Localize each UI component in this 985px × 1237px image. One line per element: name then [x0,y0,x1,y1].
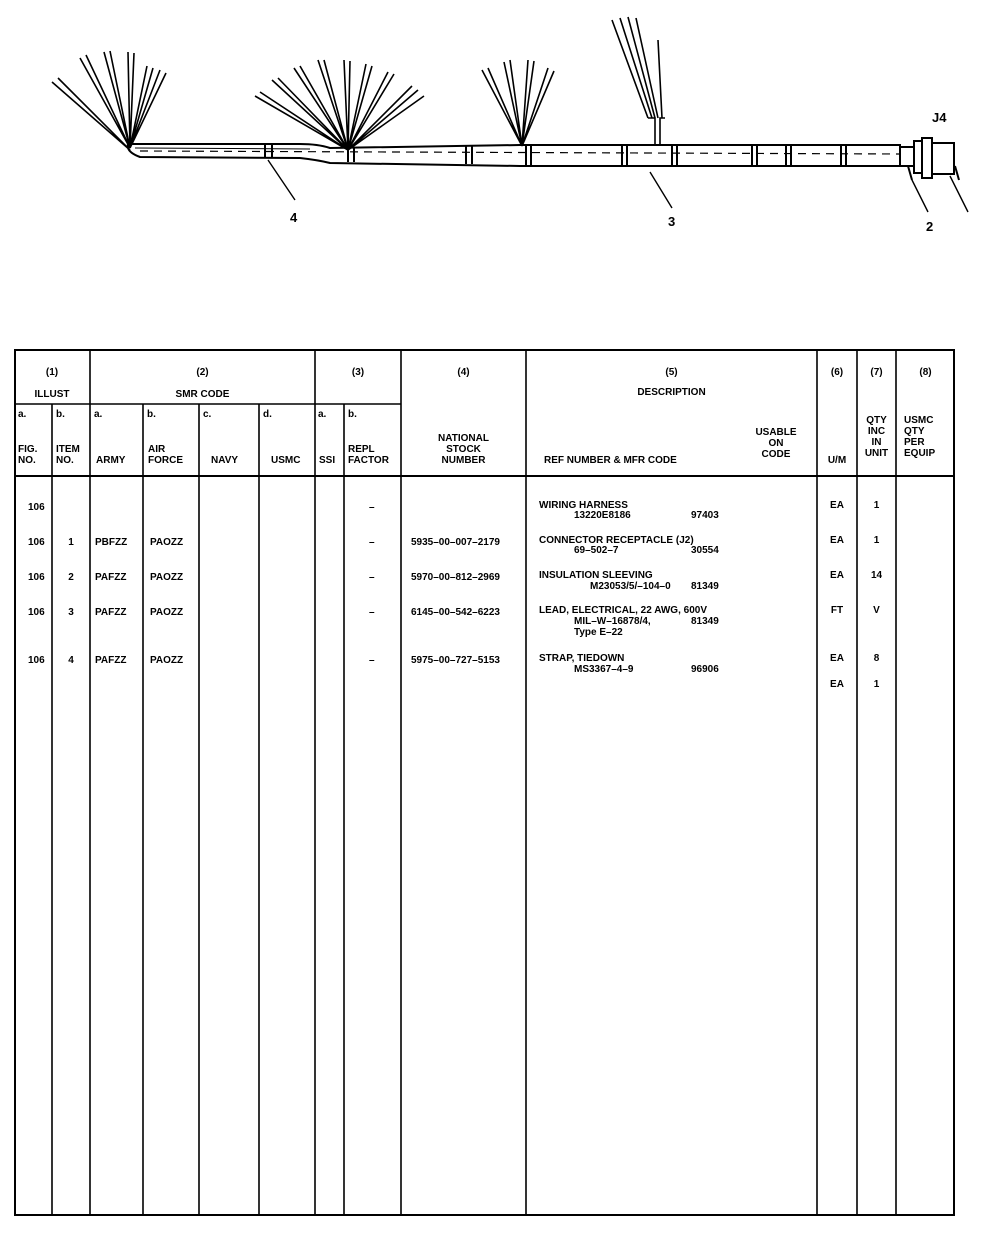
description: LEAD, ELECTRICAL, 22 AWG, 600V [539,605,707,616]
col8-number: (8) [919,367,932,378]
description: CONNECTOR RECEPTACLE (J2) [539,535,694,546]
ref-number-line2: Type E–22 [574,627,623,638]
col5-usable-line2: ON [768,438,784,449]
item-no: 4 [68,655,74,666]
col3-number: (3) [351,367,365,378]
repl-factor: – [369,502,375,513]
col2d-line1: USMC [271,455,301,466]
smr-air-force: PAOZZ [150,572,184,583]
col2d-letter: d. [263,409,272,420]
fig-no: 106 [28,502,45,513]
col7-line1: QTY [866,415,887,426]
callout-3: 3 [668,214,676,229]
col5-number: (5) [665,367,678,378]
col2b-letter: b. [147,409,156,420]
col6-number: (6) [830,367,844,378]
col3b-letter: b. [348,409,357,420]
col8-line4: EQUIP [904,448,936,459]
col3a-line1: SSI [319,455,336,466]
description: INSULATION SLEEVING [539,570,653,581]
ref-number: M23053/5/–104–0 [590,581,671,592]
col2c-line1: NAVY [211,455,239,466]
unit-of-measure-2: EA [830,679,844,690]
col8-line3: PER [904,437,925,448]
unit-of-measure: FT [830,605,844,616]
repl-factor: – [369,607,375,618]
unit-of-measure: EA [830,535,844,546]
mfr-code: 97403 [691,510,719,521]
col2-number: (2) [196,367,209,378]
col4-number: (4) [457,367,470,378]
qty-in-unit: 14 [870,570,883,581]
smr-army: PAFZZ [95,655,127,666]
col1a-line2: NO. [18,455,36,466]
col5-title: DESCRIPTION [637,387,706,398]
col3b-line1: REPL [348,444,375,455]
ref-number: 69–502–7 [574,545,619,556]
callout-j4: J4 [932,110,947,125]
fig-no: 106 [28,607,45,618]
unit-of-measure: EA [830,653,844,664]
col7-line2: INC [867,426,886,437]
col2b-line1: AIR [148,444,166,455]
col5-ref-label: REF NUMBER & MFR CODE [544,455,677,466]
col1b-line1: ITEM [56,444,80,455]
smr-air-force: PAOZZ [150,655,184,666]
qty-in-unit: 8 [873,653,880,664]
col3a-letter: a. [318,409,327,420]
col4-line1: NATIONAL [438,433,489,444]
col8-line1: USMC [904,415,934,426]
unit-of-measure: EA [830,500,844,511]
national-stock-number: 5975–00–727–5153 [411,655,500,666]
smr-army: PAFZZ [95,572,127,583]
mfr-code: 81349 [691,616,719,627]
national-stock-number: 6145–00–542–6223 [411,607,500,618]
item-no: 2 [68,572,74,583]
national-stock-number: 5970–00–812–2969 [411,572,500,583]
callout-4: 4 [290,210,298,225]
col4-line3: NUMBER [441,455,486,466]
col5-usable-line3: CODE [761,449,791,460]
repl-factor: – [369,537,375,548]
wiring-harness-illustration [0,0,985,250]
fig-no: 106 [28,655,45,666]
col4-line2: STOCK [446,444,481,455]
col2b-line2: FORCE [148,455,183,466]
col1b-letter: b. [56,409,65,420]
ref-number: 13220E8186 [574,510,631,521]
col2a-letter: a. [94,409,103,420]
col6-line1: U/M [827,455,847,466]
qty-in-unit: V [873,605,880,616]
col7-number: (7) [870,367,883,378]
col2a-line1: ARMY [96,455,126,466]
mfr-code: 81349 [691,581,719,592]
ref-number: MS3367–4–9 [574,664,634,675]
parts-list-table [14,349,955,1216]
description: STRAP, TIEDOWN [539,653,625,664]
col5-usable-line1: USABLE [755,427,797,438]
col1a-letter: a. [18,409,27,420]
qty-in-unit-2: 1 [873,679,880,690]
description: WIRING HARNESS [539,500,628,511]
col8-line2: QTY [904,426,925,437]
col2c-letter: c. [203,409,212,420]
fig-no: 106 [28,537,45,548]
national-stock-number: 5935–00–007–2179 [411,537,500,548]
ref-number: MIL–W–16878/4, [574,616,651,627]
col1-title: ILLUST [34,389,70,400]
col7-line3: IN [871,437,882,448]
mfr-code: 30554 [691,545,719,556]
col7-line4: UNIT [864,448,889,459]
table-grid [14,349,955,1216]
mfr-code: 96906 [691,664,719,675]
smr-air-force: PAOZZ [150,537,184,548]
smr-air-force: PAOZZ [150,607,184,618]
unit-of-measure: EA [830,570,844,581]
repl-factor: – [369,655,375,666]
smr-army: PAFZZ [95,607,127,618]
col1a-line1: FIG. [18,444,38,455]
repl-factor: – [369,572,375,583]
item-no: 1 [68,537,74,548]
col1-number: (1) [45,367,59,378]
col3b-line2: FACTOR [348,455,389,466]
col2-title: SMR CODE [175,389,230,400]
callout-2: 2 [926,219,934,234]
qty-in-unit: 1 [873,535,880,546]
item-no: 3 [68,607,74,618]
col1b-line2: NO. [56,455,74,466]
smr-army: PBFZZ [95,537,128,548]
qty-in-unit: 1 [873,500,880,511]
fig-no: 106 [28,572,45,583]
